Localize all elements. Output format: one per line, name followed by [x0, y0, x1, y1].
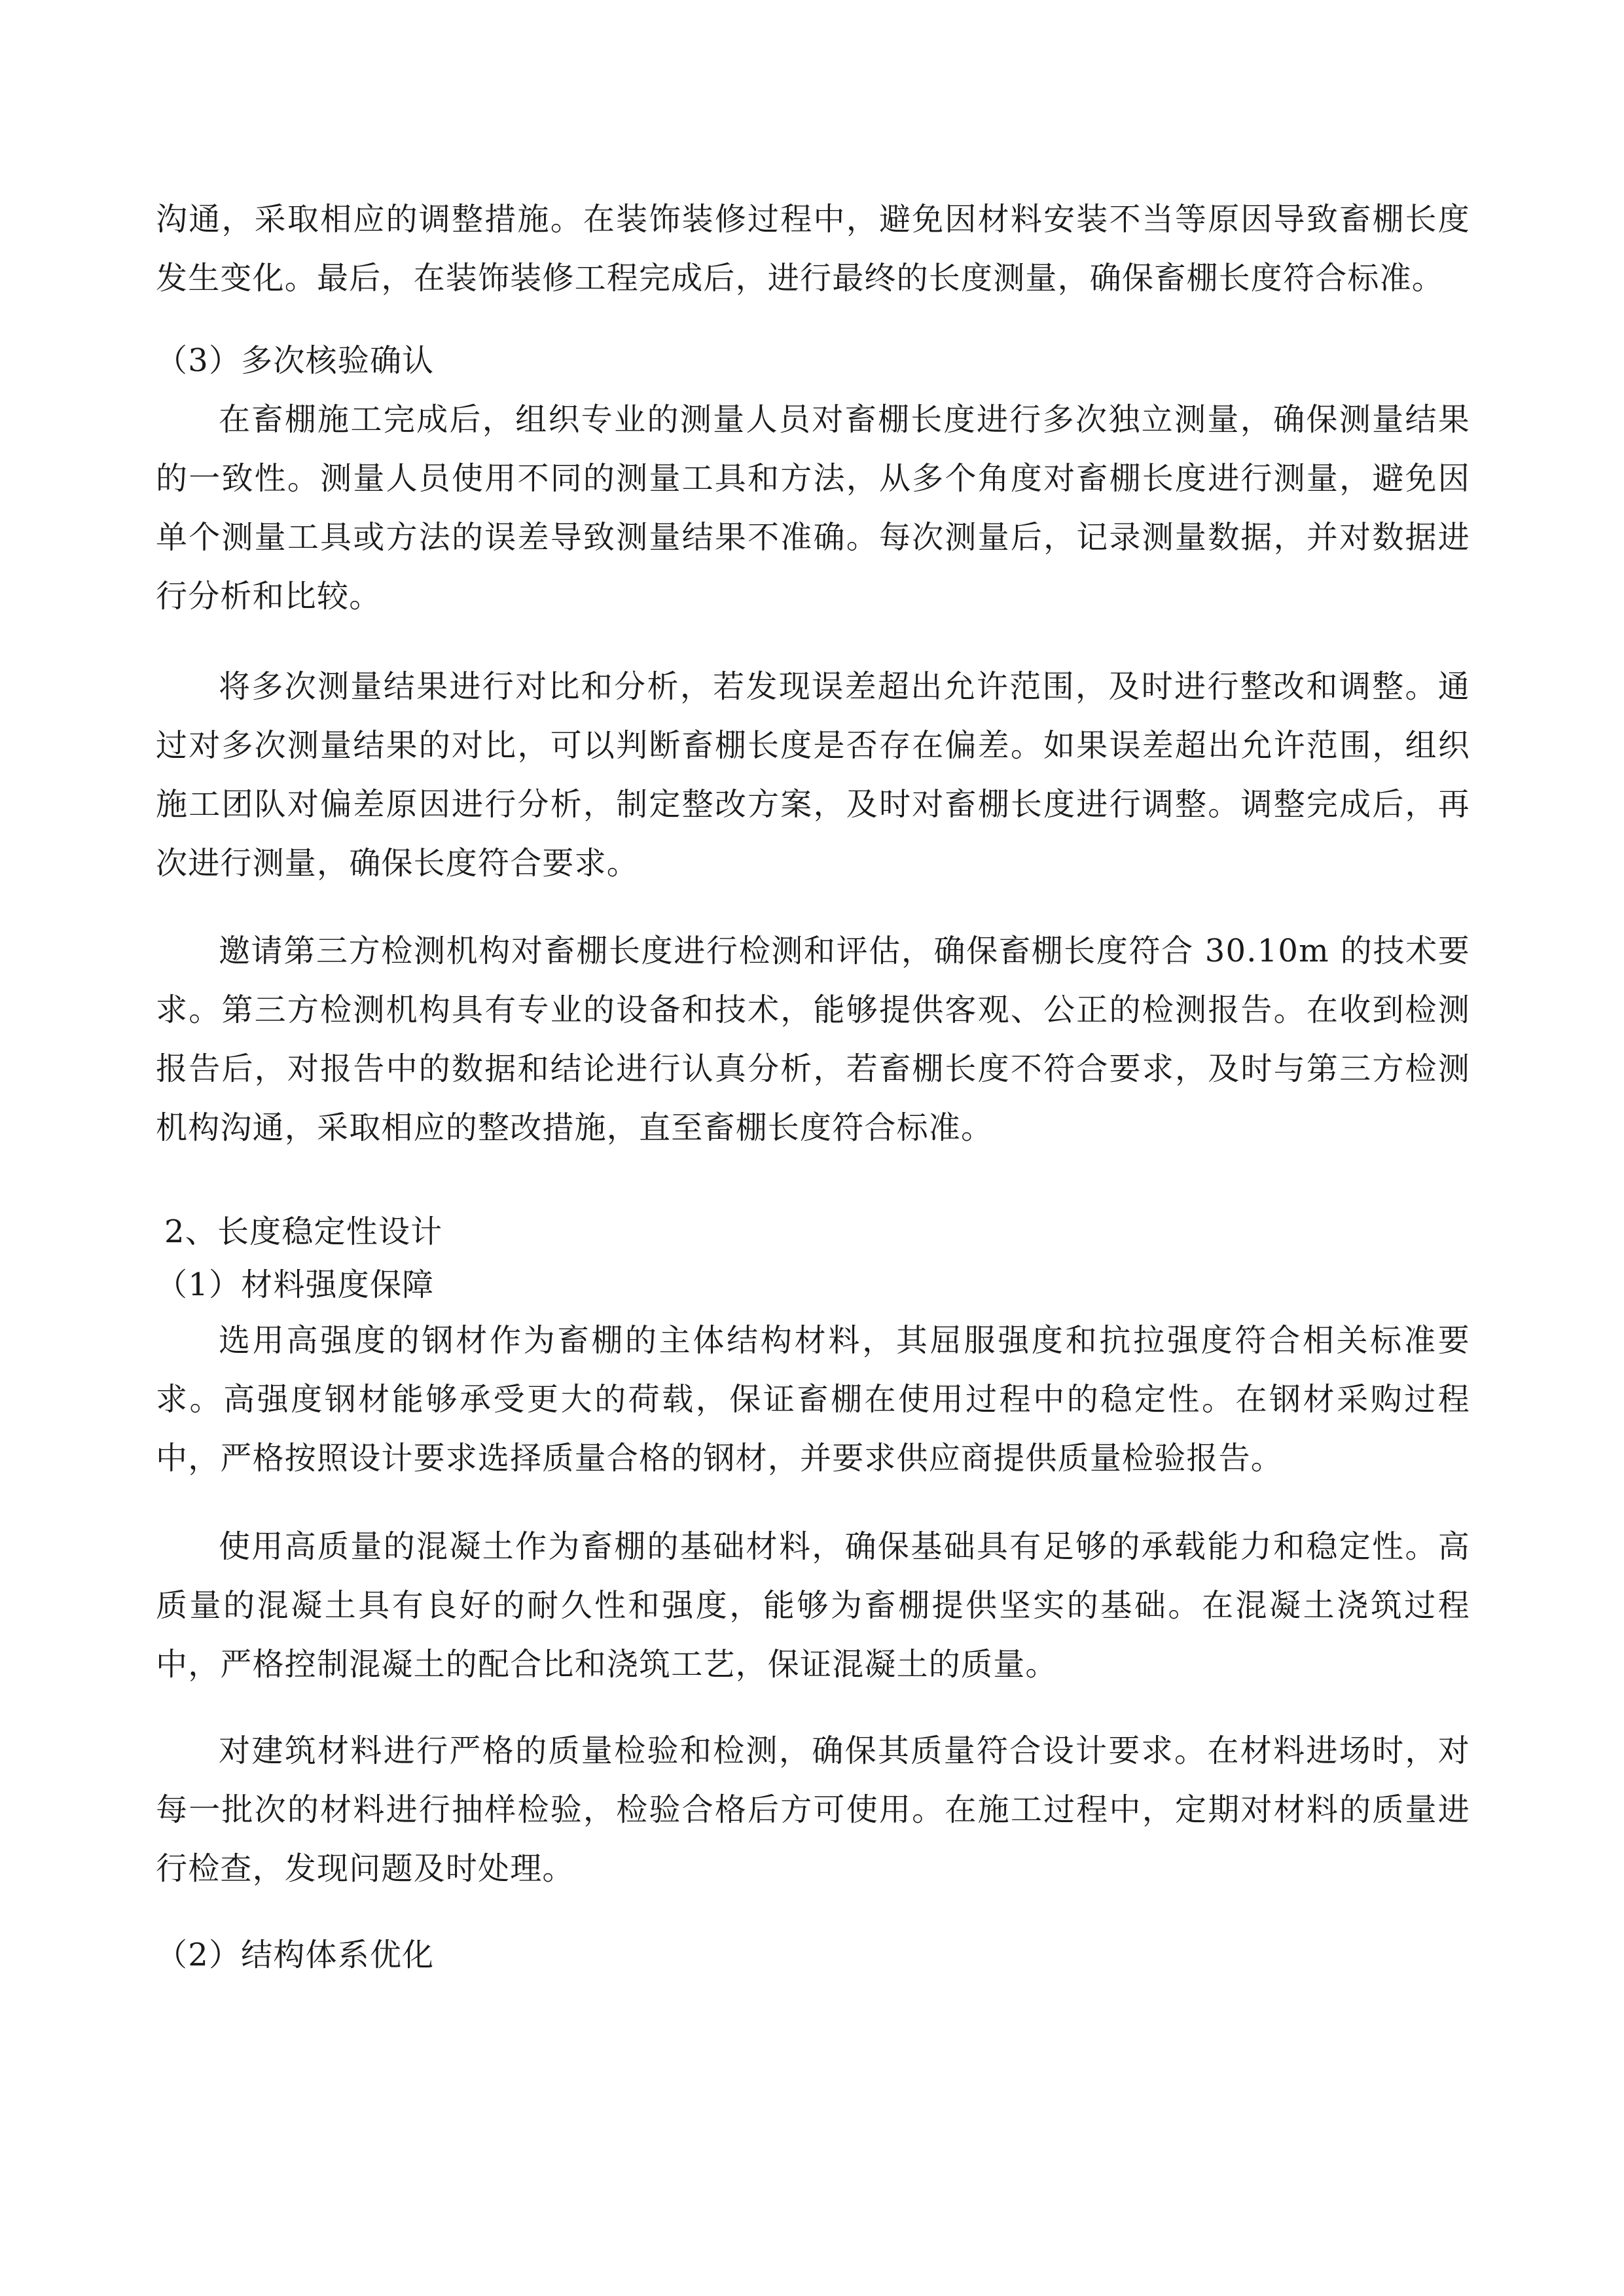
paragraph-steel-material: 选用高强度的钢材作为畜棚的主体结构材料，其屈服强度和抗拉强度符合相关标准要求。高强度钢材能够承受更大的荷载，保证畜棚在使用过程中的稳定性。在钢材采购过程中，严格按照设计要求选择质量合格的钢材，并要求供应商提供质量检验报告。: [156, 1322, 1470, 1477]
paragraph-quality-inspection: 对建筑材料进行严格的质量检验和检测，确保其质量符合设计要求。在材料进场时，对每一批次的材料进行抽样检验，检验合格后方可使用。在施工过程中，定期对材料的质量进行检查，发现问题及时处理。: [156, 1732, 1470, 1887]
heading-structural-optimization: （2）结构体系优化: [156, 1937, 435, 1973]
heading-multiple-verification: （3）多次核验确认: [156, 342, 435, 379]
paragraph-third-party-inspection: 邀请第三方检测机构对畜棚长度进行检测和评估，确保畜棚长度符合 30.10m 的技术要求。第三方检测机构具有专业的设备和技术，能够提供客观、公正的检测报告。在收到检测报告后，对报告中的数据和结论进行认真分析，若畜棚长度不符合要求，及时与第三方检测机构沟通，采取相应的整改措施，直至畜棚长度符合标准。: [156, 933, 1470, 1146]
paragraph-decoration-length-check: 沟通，采取相应的调整措施。在装饰装修过程中，避免因材料安装不当等原因导致畜棚长度发生变化。最后，在装饰装修工程完成后，进行最终的长度测量，确保畜棚长度符合标准。: [156, 201, 1470, 296]
paragraph-independent-measurement: 在畜棚施工完成后，组织专业的测量人员对畜棚长度进行多次独立测量，确保测量结果的一致性。测量人员使用不同的测量工具和方法，从多个角度对畜棚长度进行测量，避免因单个测量工具或方法的误差导致测量结果不准确。每次测量后，记录测量数据，并对数据进行分析和比较。: [156, 401, 1470, 615]
paragraph-result-comparison: 将多次测量结果进行对比和分析，若发现误差超出允许范围，及时进行整改和调整。通过对多次测量结果的对比，可以判断畜棚长度是否存在偏差。如果误差超出允许范围，组织施工团队对偏差原因进行分析，制定整改方案，及时对畜棚长度进行调整。调整完成后，再次进行测量，确保长度符合要求。: [156, 668, 1470, 882]
heading-material-strength: （1）材料强度保障: [156, 1266, 435, 1303]
heading-length-stability-design: 2、长度稳定性设计: [164, 1213, 443, 1250]
paragraph-concrete-material: 使用高质量的混凝土作为畜棚的基础材料，确保基础具有足够的承载能力和稳定性。高质量的混凝土具有良好的耐久性和强度，能够为畜棚提供坚实的基础。在混凝土浇筑过程中，严格控制混凝土的配合比和浇筑工艺，保证混凝土的质量。: [156, 1528, 1470, 1683]
